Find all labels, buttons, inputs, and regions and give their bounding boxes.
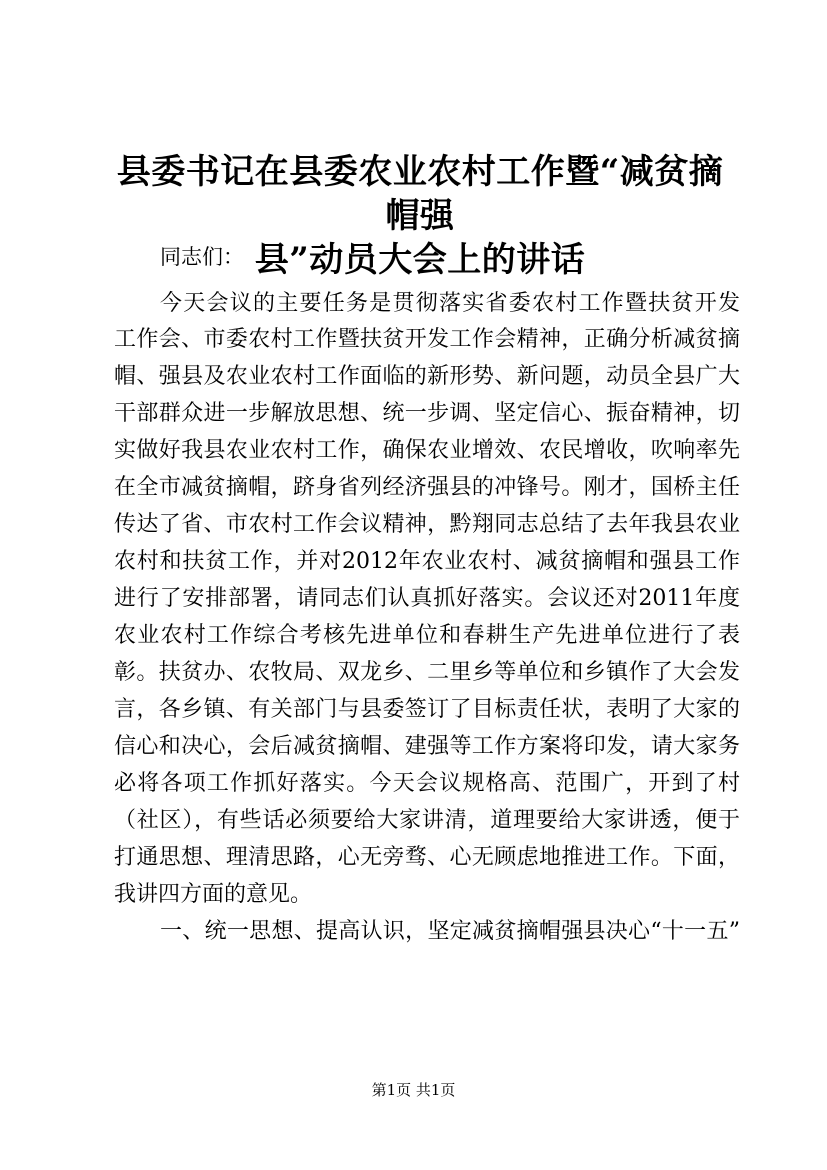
text-line: 干部群众进一步解放思想、统一步调、坚定信心、振奋精神，切 <box>114 401 740 426</box>
text-line: 传达了省、市农村工作会议精神，黔翔同志总结了去年我县农业 <box>114 512 740 537</box>
greeting: 同志们： <box>160 245 244 269</box>
text-line: 信心和决心，会后减贫摘帽、建强等工作方案将印发，请大家务 <box>114 734 740 759</box>
text-line: 进行了安排部署，请同志们认真抓好落实。会议还对2011年度 <box>114 586 740 611</box>
text-line: 农村和扶贫工作，并对2012年农业农村、减贫摘帽和强县工作 <box>114 549 740 574</box>
text-line: 言，各乡镇、有关部门与县委签订了目标责任状，表明了大家的 <box>114 697 740 722</box>
text-line: 农业农村工作综合考核先进单位和春耕生产先进单位进行了表 <box>114 623 740 648</box>
text-line: 我讲四方面的意见。 <box>114 882 313 907</box>
text-line: 彰。扶贫办、农牧局、双龙乡、二里乡等单位和乡镇作了大会发 <box>114 660 740 685</box>
page-footer: 第1页 共1页 <box>371 1081 456 1099</box>
title-line-2: 县”动员大会上的讲话 <box>254 240 586 280</box>
text-line: 打通思想、理清思路，心无旁骛、心无顾虑地推进工作。下面， <box>114 845 740 870</box>
text-line: 工作会、市委农村工作暨扶贫开发工作会精神，正确分析减贫摘 <box>114 327 740 352</box>
text-line: 实做好我县农业农村工作，确保农业增效、农民增收，吹响率先 <box>114 438 740 463</box>
text-line: 必将各项工作抓好落实。今天会议规格高、范围广，开到了村 <box>114 771 740 796</box>
section-heading-line: 一、统一思想、提高认识，坚定减贫摘帽强县决心“十一五” <box>160 919 740 944</box>
text-line: （社区），有些话必须要给大家讲清，道理要给大家讲透，便于 <box>114 808 740 833</box>
text-line: 帽、强县及农业农村工作面临的新形势、新问题，动员全县广大 <box>114 364 740 389</box>
text-line: 在全市减贫摘帽，跻身省列经济强县的冲锋号。刚才，国桥主任 <box>114 475 740 500</box>
text-line: 今天会议的主要任务是贯彻落实省委农村工作暨扶贫开发 <box>160 291 740 316</box>
title-line-1: 县委书记在县委农业农村工作暨“减贫摘帽强 <box>116 152 724 236</box>
